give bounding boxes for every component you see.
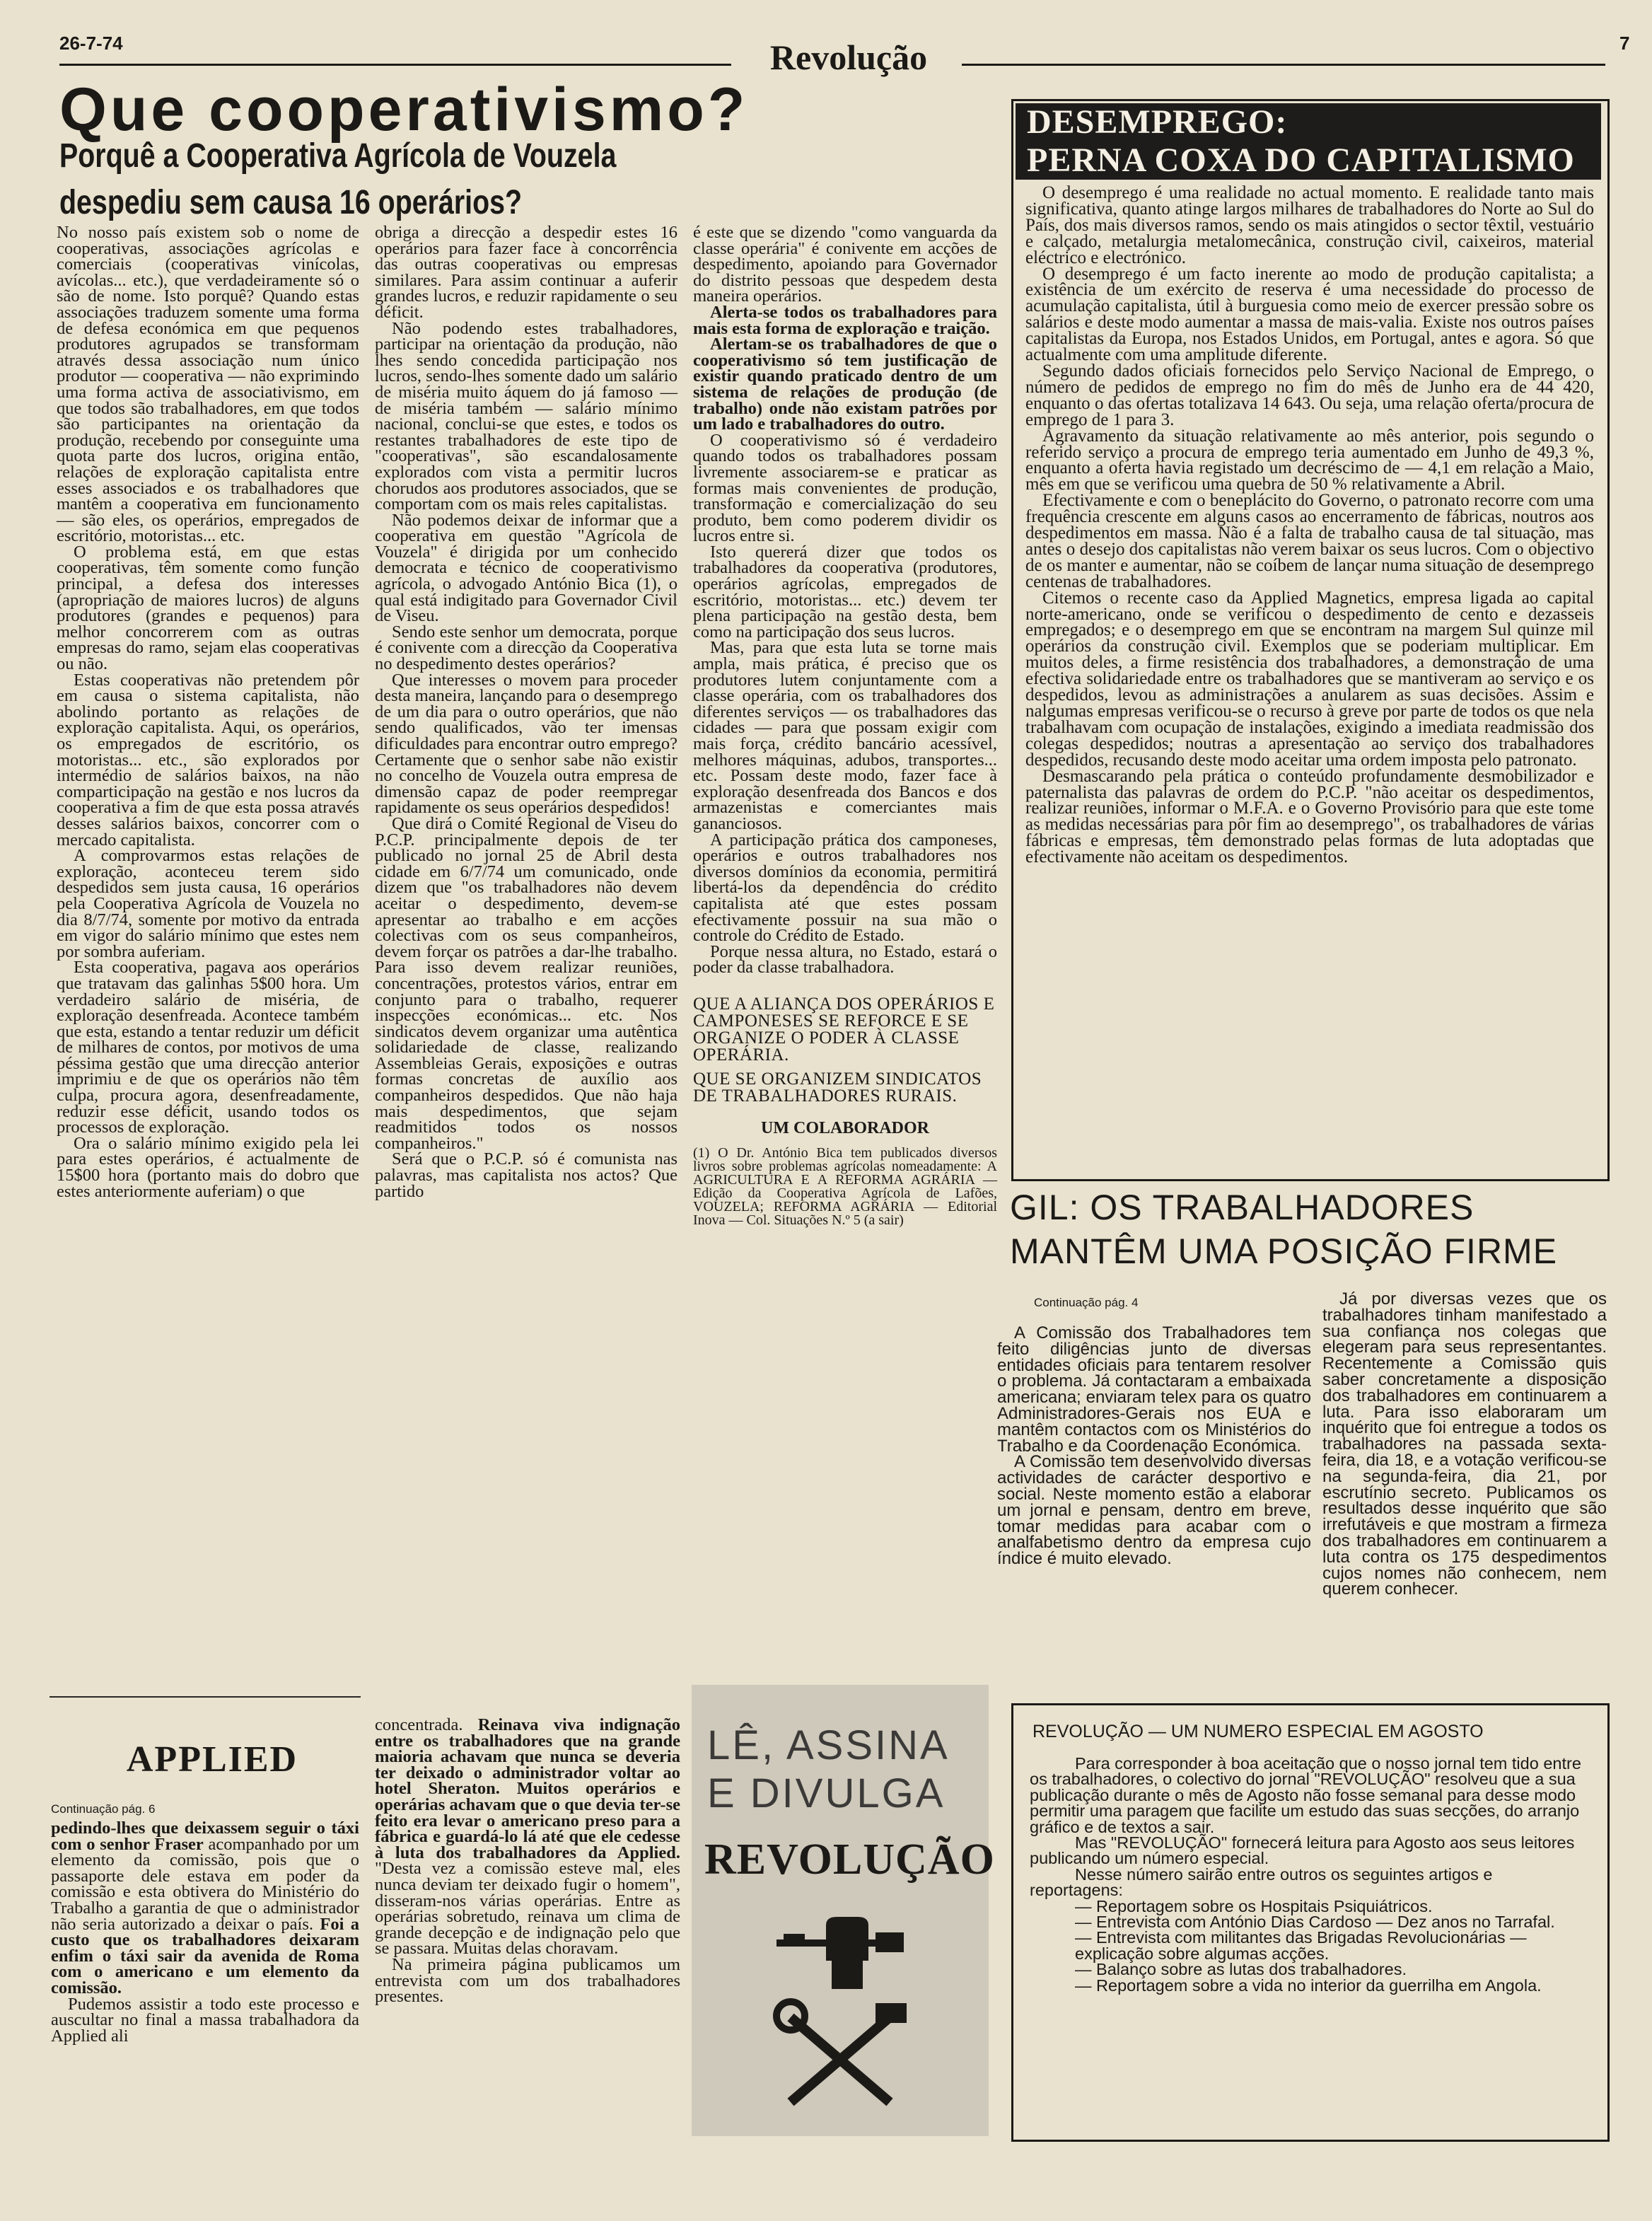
bold-paragraph: Alerta-se todos os trabalhadores para mais esta forma de exploração e traição.	[693, 302, 997, 338]
special-issue-title: REVOLUÇÃO — UM NUMERO ESPECIAL EM AGOSTO	[1032, 1722, 1484, 1741]
header-rule-left	[59, 64, 731, 66]
coop-column-2	[375, 225, 677, 1200]
gil-headline-1: GIL: OS TRABALHADORES	[1010, 1188, 1474, 1227]
paragraph: Ora o salário mínimo exigido pela lei para estes operários, é actualmente de 15$00 hora (portanto mais do dobro que estes anteriormente auferiam) o que	[57, 1133, 359, 1201]
list-item: — Entrevista com militantes das Brigadas Revolucionárias — explicação sobre algumas acções.	[1075, 1928, 1527, 1963]
masthead: Revolução	[769, 37, 928, 77]
bold-text: Foi a custo que os trabalhadores deixaram enfim o táxi sair da avenida de Roma com o americano e um elemento da comissão.	[51, 1914, 359, 1997]
paragraph: Efectivamente e com o beneplácito do Governo, o patronato recorre com uma frequência crescente em alguns casos ao encerramento de fábricas, noutros aos despedimentos em massa. Não é a falta de trabalho causa de tal situação, mas antes o desejo dos capitalistas não verem baixar os seus lucros. Com o objectivo de os manter e aumentar, não se coíbem de lançar numa situação de desemprego centenas de trabalhadores.	[1025, 491, 1594, 591]
paragraph: Já por diversas vezes que os trabalhadores tinham manifestado a sua confiança nos colegas que elegeram para seus representantes. Recentemente a Comissão quis saber concretamente a disposição dos trabalhadores em continuarem a luta. Para isso elaboraram um inquérito que foi entregue a todos os trabalhadores na passada sexta-feira, dia 18, e a votação verificou-se na segunda-feira, dia 21, por escrutínio secreto. Publicamos os resultados desse inquérito que são irrefutáveis e que mostram a firmeza dos trabalhadores em continuarem a luta contra os 175 despedimentos cujos nomes não conhecem, nem querem conhecer.	[1322, 1289, 1607, 1599]
paragraph: Agravamento da situação relativamente ao mês anterior, pois segundo o referido serviço a procura de emprego teria aumentado em Junho de 49,3 %, enquanto a oferta havia registado um decréscimo de — 4,1 em relação a Maio, mês em que se verificou uma quebra de 50 % relativamente a Abril.	[1025, 426, 1594, 494]
paragraph: Nesse número sairão entre outros os seguintes artigos e reportagens:	[1030, 1865, 1493, 1900]
coop-column-1	[57, 225, 359, 1200]
desemprego-title-2: PERNA COXA DO CAPITALISMO	[1016, 141, 1601, 180]
paragraph: Que interesses o movem para proceder desta maneira, lançando para o desemprego de um dia para o outro operários, que não sendo qualificados, vão ter imensas dificuldades para encontrar outro emprego? Certamente que o senhor sabe não existir no concelho de Vouzela outra empresa de dimensão capaz de poder reempregar rapidamente os seus operários despedidos!	[375, 670, 677, 818]
list-item: — Reportagem sobre os Hospitais Psiquiátricos.	[1075, 1896, 1433, 1915]
gil-continued-label: Continuação pág. 4	[1034, 1296, 1139, 1309]
paragraph: Para corresponder à boa aceitação que o nosso jornal tem tido entre os trabalhadores, o colectivo do jornal "REVOLUÇÃO" resolveu que a sua publicação durante o mês de Agosto não fosse semanal para desse modo permitir uma paragem que facilite um estudo das suas secções, do arranjo gráfico e de textos a sair.	[1030, 1754, 1581, 1836]
paragraph: Será que o P.C.P. só é comunista nas palavras, mas capitalista nos actos? Que partido	[375, 1149, 677, 1201]
paragraph: obriga a direcção a despedir estes 16 operários para fazer face à concorrência das outras cooperativas ou empresas similares. Para assim continuar a auferir grandes lucros, e reduzir rapidamente o seu déficit.	[375, 223, 677, 322]
byline: UM COLABORADOR	[761, 1118, 929, 1137]
paragraph: Estas cooperativas não pretendem pôr em causa o sistema capitalista, não abolindo portanto as relações de exploração capitalista. Aqui, os operários, os empregados de escritório, os motoristas... etc., são explorados por intermédio de salários baixos, na não comparticipação na gestão e nos lucros da cooperativa a fim de que esta possa através desses salários baixos, concorrer com o mercado capitalista.	[57, 670, 359, 849]
bold-text: Reinava viva indignação entre os trabalhadores que na grande maioria achavam que nunca se deveria ter deixado o administrador voltar ao hotel Sheraton. Muitos operários e operárias achavam que o que devia ter-se feito era levar o americano preso para a fábrica e guardá-lo lá até que ele cedesse à luta dos trabalhadores da Applied.	[375, 1715, 680, 1862]
bold-text: pedindo-lhes que deixassem seguir o táxi com o senhor Fraser	[51, 1819, 359, 1854]
gil-column-1	[997, 1323, 1311, 1569]
header-rule-right	[962, 64, 1605, 66]
special-issue-body	[1030, 1756, 1588, 1993]
paragraph: O desemprego é um facto inerente ao modo de produção capitalista; a existência de um exército de reserva é uma necessidade do processo de acumulação capitalista, útil à burguesia como meio de exercer pressão sobre os salários e deste modo aumentar a massa de mais-valia. Existe nos outros países capitalistas da Europa, nos Estados Unidos, em Portugal, antes e agora. Só que actualmente com uma amplitude diferente.	[1025, 264, 1594, 365]
paragraph: No nosso país existem sob o nome de cooperativas, associações agrícolas e comerciais (cooperativas vinícolas, avícolas... etc.), que verdadeiramente só o são de nome. Isto porquê? Quando estas associações traduzem somente uma forma de defesa económica em que pequenos produtores agrupados se transformam através dessa associação num único produtor — cooperativa — não exprimindo uma forma activa de associativismo, em que todos são trabalhadores, em que todos são participantes na orientação da produção, recebendo por conseguinte uma quota parte dos lucros, origina então, relações de exploração capitalista entre esses associados e os trabalhadores que mantêm a cooperativa em funcionamento — são eles, os operários, empregados de escritório, motoristas... etc.	[57, 223, 359, 546]
applied-top-rule	[50, 1696, 361, 1698]
paragraph: Isto quererá dizer que todos os trabalhadores da cooperativa (produtores, operários agrícolas, empregados de escritório, motoristas... etc.) devem ter plena participação na gestão desta, bem como na participação dos seus lucros.	[693, 542, 997, 642]
paragraph: A Comissão tem desenvolvido diversas actividades de carácter desportivo e social. Neste momento estão a elaborar um jornal e pensam, dentro em breve, tomar medidas para acabar com o analfabetismo dentro da empresa cujo índice é muito elevado.	[997, 1452, 1311, 1569]
paragraph: Que dirá o Comité Regional de Viseu do P.C.P. principalmente depois de ter publicado no jornal 25 de Abril desta cidade em 6/7/74 um comunicado, onde dizem que "os trabalhadores não devem aceitar o despedimento, devem-se apresentar ao trabalho e em acções colectivas com os seus companheiros, devem forçar os patrões a dar-lhe trabalho. Para isso devem realizar reuniões, concentrações, protestos vários, entrar em conjunto para o trabalho, requerer inspecções económicas... etc. Nos sindicatos devem organizar uma autêntica solidariedade de classe, realizando Assembleias Gerais, exposições e outras formas concretas de auxílio aos companheiros despedidos. Que não haja mais despedimentos, que sejam readmitidos todos os nossos companheiros."	[375, 813, 677, 1153]
article-headline: Que cooperativismo?	[59, 76, 749, 144]
paragraph: é este que se dizendo "como vanguarda da classe operária" é conivente em acções de despedimento, apoiando para Governador do distrito pessoas que despedem desta maneira operários.	[693, 223, 997, 306]
paragraph: Mas "REVOLUÇÃO" fornecerá leitura para Agosto aos seus leitores publicando um número especial.	[1030, 1833, 1575, 1868]
paragraph: O desemprego é uma realidade no actual momento. E realidade tanto mais significativa, quanto atinge largos milhares de trabalhadores do Norte ao Sul do País, dos mais diversos ramos, sendo os mais atingidos o sector têxtil, vestuário e calçado, metalurgia metalomecânica, construção civil, caixeiros, material eléctrico e electrónico.	[1025, 183, 1594, 267]
fist-rifle-tools-icon	[769, 1897, 911, 2109]
ad-line-2: E DIVULGA	[707, 1770, 946, 1816]
paragraph: A Comissão dos Trabalhadores tem feito diligências junto de diversas entidades oficiais para tentarem resolver o problema. Já contactaram a embaixada americana; enviaram telex para os quatro Administradores-Gerais nos EUA e mantêm contactos com os Ministérios do Trabalho e da Coordenação Económica.	[997, 1323, 1311, 1456]
ad-brand: REVOLUÇÃO	[704, 1836, 995, 1884]
article-subheadline-1: Porquê a Cooperativa Agrícola de Vouzela	[59, 137, 617, 175]
coop-column-3	[693, 225, 997, 1227]
applied-column-2	[375, 1717, 680, 2005]
bold-paragraph: Alertam-se os trabalhadores de que o cooperativismo só tem justificação de existir quando praticado dentro de um sistema de relações de produção (de trabalho) onde não existam patrões por um lado e trabalhadores do outro.	[693, 335, 997, 434]
paragraph: Porque nessa altura, no Estado, estará o poder da classe trabalhadora.	[693, 941, 997, 978]
slogan: QUE A ALIANÇA DOS OPERÁRIOS E CAMPONESES SE REFORCE E SE ORGANIZE O PODER À CLASSE OPERÁRIA.	[693, 994, 995, 1065]
desemprego-body	[1025, 185, 1594, 866]
paragraph: O cooperativismo só é verdadeiro quando todos os trabalhadores possam livremente associarem-se e praticar as formas mais convenientes de produção, transformação e comercialização do seu produto, bem como poderem dividir os lucros entre si.	[693, 430, 997, 546]
gil-headline-2: MANTÊM UMA POSIÇÃO FIRME	[1010, 1231, 1558, 1271]
paragraph: O problema está, em que estas cooperativas, têm somente como função principal, a defesa dos interesses (apropriação de maiores lucros) de alguns produtores (grandes e pequenos) para melhor concorrerem com as outras empresas do ramo, sejam elas cooperativas ou não.	[57, 542, 359, 674]
desemprego-title-1: DESEMPREGO:	[1016, 103, 1601, 141]
paragraph: A comprovarmos estas relações de exploração, aconteceu terem sido despedidos sem justa causa, 16 operários pela Cooperativa Agrícola de Vouzela no dia 8/7/74, somente por motivo da entrada em vigor do salário mínimo que estes nem por sombra auferiam.	[57, 846, 359, 961]
subscribe-ad	[692, 1685, 995, 2136]
paragraph: Não podendo estes trabalhadores, participar na orientação da produção, não lhes sendo concedida participação nos lucros, sendo-lhes somente dado um salário de miséria muito áquem do já famoso — de miséria também — salário mínimo nacional, conclui-se que estes, e todos os restantes trabalhadores de este tipo de "cooperativas", são escandalosamente explorados com vista a permitir lucros chorudos aos produtores associados, que se comportam com os mais reles capitalistas.	[375, 318, 677, 514]
paragraph: Desmascarando pela prática o conteúdo profundamente desmobilizador e paternalista das palavras de ordem do P.C.P. "não aceitar os despedimentos, realizar reuniões, informar o M.F.A. e o Governo Provisório para que este tome as medidas necessárias para pôr fim ao desemprego", os trabalhadores de várias fábricas e empresas, têm demonstrado pelas formas de luta adoptadas que efectivamente não aceitam os despedimentos.	[1025, 766, 1594, 867]
paragraph: Não podemos deixar de informar que a cooperativa em questão "Agrícola de Vouzela" é dirigida por um conhecido democrata e técnico de cooperativismo agrícola, o advogado António Bica (1), o qual está indigitado para Governador Civil de Viseu.	[375, 510, 677, 626]
paragraph: A participação prática dos camponeses, operários e outros trabalhadores nos diversos domínios da economia, permitirá libertá-los da dependência do crédito capitalista até que estes possam efectivamente possuir na sua mão o controle do Crédito de Estado.	[693, 830, 997, 946]
paragraph: Sendo este senhor um democrata, porque é conivente com a direcção da Cooperativa no despedimento destes operários?	[375, 622, 677, 674]
paragraph: Esta cooperativa, pagava aos operários que tratavam das galinhas 5$00 hora. Um verdadeiro salário de miséria, de exploração desenfreada. Acontece também que esta, estando a tentar reduzir um déficit de milhares de contos, por motivos de uma péssima gestão que uma direcção anterior imprimiu e de que os operários não têm culpa, procura agora, desenfreadamente, reduzir esse déficit, usando todos os processos de exploração.	[57, 958, 359, 1137]
issue-date: 26-7-74	[59, 33, 123, 54]
slogan: QUE SE ORGANIZEM SINDICATOS DE TRABALHADORES RURAIS.	[693, 1069, 982, 1106]
text: concentrada.	[375, 1715, 463, 1734]
applied-continued-label: Continuação pág. 6	[51, 1802, 156, 1816]
page-number: 7	[1619, 33, 1630, 54]
list-item: — Reportagem sobre a vida no interior da guerrilha em Angola.	[1075, 1976, 1542, 1995]
applied-column-1	[51, 1821, 359, 2044]
footnote: (1) O Dr. António Bica tem publicados diversos livros sobre problemas agrícolas nomeadamente: A AGRICULTURA E A REFORMA AGRÁRIA — Edição da Cooperativa Agrícola de Lafões, VOUZELA; REFORMA AGRÁRIA — Editorial Inova — Col. Situações N.º 5 (a sair)	[693, 1144, 997, 1228]
article-subheadline-2: despediu sem causa 16 operários?	[59, 184, 523, 221]
paragraph	[375, 1717, 680, 1957]
text: acompanhado por um elemento da comissão, pois que o passaporte dele estava em poder da comissão e esta obtivera do Ministério do Trabalho a garantia de que o administrador não seria autorizado a deixar o país.	[51, 1834, 359, 1934]
list-item: — Entrevista com António Dias Cardoso — Dez anos no Tarrafal.	[1075, 1913, 1555, 1932]
list-item: — Balanço sobre as lutas dos trabalhadores.	[1075, 1960, 1407, 1979]
paragraph: Citemos o recente caso da Applied Magnetics, empresa ligada ao capital norte-americano, onde se verificou o despedimento de cento e dezasseis empregados; e o desemprego em que se encontram na margem Sul quinze mil operários da construção civil. Exemplos que se poderiam multiplicar. Em muitos deles, a firme resistência dos trabalhadores, a demonstração de uma efectiva solidariedade entre os trabalhadores que se mantiveram ao serviço e os despedidos, levou as administrações a anularem as suas decisões. Assim e nalgumas empresas verificou-se o recurso à greve por parte de todos os que nela trabalhavam com ocupação de instalações, exigindo a imediata readmissão dos colegas despedidos; noutras a apresentação ao serviço dos trabalhadores despedidos, recusando deste modo aceitar uma ordem imposta pelo patronato.	[1025, 588, 1594, 770]
paragraph: Na primeira página publicamos um entrevista com um dos trabalhadores presentes.	[375, 1954, 680, 2007]
ad-line-1: LÊ, ASSINA	[707, 1722, 950, 1768]
paragraph	[51, 1821, 359, 1997]
text: "Desta vez a comissão esteve mal, eles nunca deviam ter deixado fugir o homem", disseram-nos várias operárias. Entre as operárias sobretudo, reinava um clima de grande decepção e de indignação pelo que se passara. Muitas delas choravam.	[375, 1859, 680, 1959]
paragraph: Mas, para que esta luta se torne mais ampla, mais prática, é preciso que os produtores lutem conjuntamente com a classe operária, com os trabalhadores dos diferentes serviços — os trabalhadores das cidades — para que possam exigir com mais força, crédito bancário acessível, melhores máquinas, adubos, transportes... etc. Possam deste modo, fazer face à exploração desenfreada dos Bancos e dos armazenistas e comerciantes mais gananciosos.	[693, 638, 997, 833]
paragraph: Segundo dados oficiais fornecidos pelo Serviço Nacional de Emprego, o número de pedidos de emprego no fim do mês de Junho era de 44 420, enquanto o das ofertas totalizava 14 643. Ou seja, uma relação oferta/procura de emprego de 1 para 3.	[1025, 361, 1594, 429]
applied-headline: APPLIED	[126, 1739, 298, 1780]
paragraph: Pudemos assistir a todo este processo e auscultar no final a massa trabalhadora da Applied ali	[51, 1994, 359, 2046]
gil-column-2	[1322, 1289, 1607, 1599]
